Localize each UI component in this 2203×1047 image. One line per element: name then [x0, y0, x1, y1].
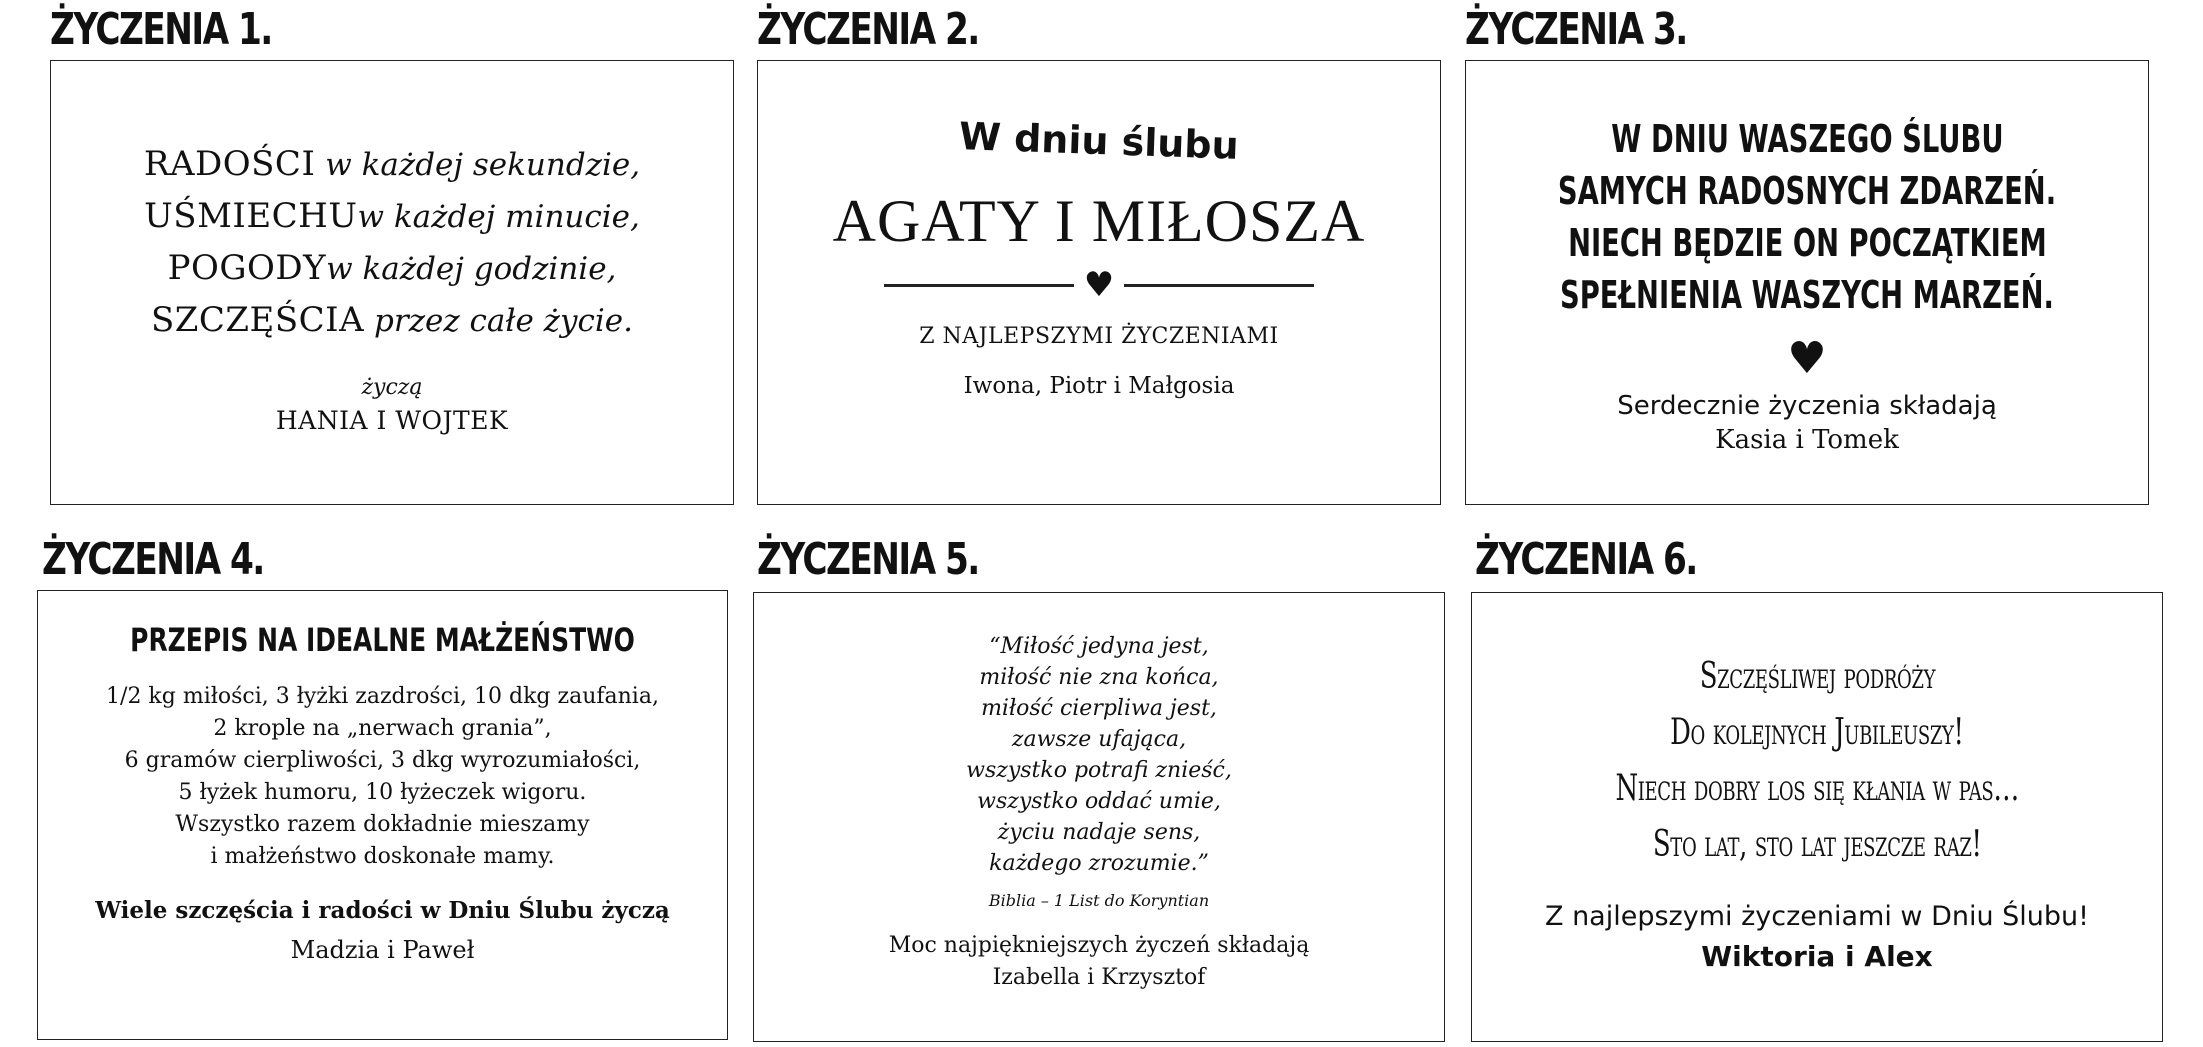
card-3-line: SAMYCH RADOSNYCH ZDARZEŃ.	[1557, 169, 2057, 213]
card-3-line: SPEŁNIENIA WASZYCH MARZEŃ.	[1560, 273, 2054, 317]
card-6-line: Niech dobry los się kłania w pas…	[1615, 768, 2019, 809]
wish-card-6	[1471, 592, 2163, 1042]
divider-rule-right	[1124, 284, 1314, 287]
card-6-signature-names: Wiktoria i Alex	[1701, 940, 1933, 973]
card-4-line: 2 krople na „nerwach grania”,	[213, 716, 552, 741]
card-5-signature-names: Izabella i Krzysztof	[992, 965, 1206, 990]
card-2-content	[758, 114, 1440, 399]
heart-icon: ♥	[1787, 333, 1827, 384]
card-5-line: wszystko oddać umie,	[977, 789, 1221, 814]
card-5-content	[754, 631, 1444, 994]
row-caps: RADOŚCI	[143, 144, 316, 184]
card-3-line: W DNIU WASZEGO ŚLUBU	[1610, 117, 2004, 161]
card-5-line: miłość nie zna końca,	[979, 665, 1219, 690]
row-caps: SZCZĘŚCIA	[151, 300, 365, 340]
card-5-line: “Miłość jedyna jest,	[989, 634, 1209, 659]
card-4-wish: Wiele szczęścia i radości w Dniu Ślubu życzą	[95, 897, 670, 924]
card-6-line: Sto lat, sto lat jeszcze raz!	[1652, 824, 1982, 865]
card-3-signature-names: Kasia i Tomek	[1715, 425, 1899, 455]
wish-card-2	[757, 60, 1441, 505]
card-4-line: 6 gramów cierpliwości, 3 dkg wyrozumiałości,	[124, 748, 641, 773]
wish-card-3	[1465, 60, 2149, 505]
row-italic: przez całe życie.	[364, 303, 633, 339]
card-2-heading: ŻYCZENIA 2.	[757, 4, 979, 55]
card-3-content	[1466, 113, 2148, 455]
card-5-line: każdego zrozumie.”	[989, 851, 1209, 876]
heart-icon: ♥	[1083, 265, 1115, 305]
wish-card-1	[50, 60, 734, 505]
card-3-line: NIECH BĘDZIE ON POCZĄTKIEM	[1567, 221, 2047, 265]
card-1-heading: ŻYCZENIA 1.	[50, 4, 272, 55]
card-1-row	[168, 245, 617, 297]
card-4-title: PRZEPIS NA IDEALNE MAŁŻEŃSTWO	[130, 621, 635, 659]
row-caps: POGODY	[167, 248, 327, 288]
card-2-signature-names: Iwona, Piotr i Małgosia	[963, 373, 1235, 399]
card-6-line: Do kolejnych Jubileuszy!	[1670, 712, 1964, 753]
card-1-signature-intro: życzą	[361, 375, 423, 400]
card-5-line: życiu nadaje sens,	[997, 820, 1201, 845]
wish-card-4	[37, 590, 728, 1040]
card-5-line: zawsze ufająca,	[1011, 727, 1187, 752]
card-4-line: Wszystko razem dokładnie mieszamy	[175, 812, 590, 837]
card-6-content	[1472, 649, 2162, 973]
card-5-line: miłość cierpliwa jest,	[981, 696, 1217, 721]
card-3-heading: ŻYCZENIA 3.	[1465, 4, 1687, 55]
card-1-signature-names: HANIA I WOJTEK	[275, 406, 509, 435]
row-italic: w każdej minucie,	[357, 199, 640, 235]
card-2-title-top: W dniu ślubu	[958, 114, 1240, 168]
card-4-line: 5 łyżek humoru, 10 łyżeczek wigoru.	[178, 780, 587, 805]
row-italic: w każdej sekundzie,	[315, 147, 641, 183]
card-4-signature-names: Madzia i Paweł	[290, 936, 475, 964]
card-4-line: 1/2 kg miłości, 3 łyżki zazdrości, 10 dkg zaufania,	[106, 684, 659, 709]
card-2-divider	[884, 265, 1314, 305]
card-5-line: wszystko potrafi znieść,	[966, 758, 1232, 783]
card-6-line: Szczęśliwej podróży	[1699, 656, 1935, 697]
card-5-quote	[966, 631, 1232, 879]
card-6-signature-intro: Z najlepszymi życzeniami w Dniu Ślubu!	[1544, 901, 2089, 932]
card-2-subtitle: Z NAJLEPSZYMI ŻYCZENIAMI	[919, 324, 1279, 349]
card-1-row	[144, 141, 640, 193]
card-3-signature-intro: Serdecznie życzenia składają	[1617, 391, 1997, 421]
card-4-content	[38, 621, 727, 964]
card-4-recipe	[106, 681, 659, 873]
card-1-row	[151, 297, 633, 349]
row-italic: w każdej godzinie,	[326, 251, 617, 287]
card-1-content	[51, 141, 733, 435]
row-caps: UŚMIECHU	[144, 196, 358, 236]
card-5-heading: ŻYCZENIA 5.	[757, 534, 979, 585]
card-2-title-main: AGATY I MIŁOSZA	[832, 188, 1366, 254]
card-5-signature-intro: Moc najpiękniejszych życzeń składają	[888, 933, 1310, 958]
wish-card-5	[753, 592, 1445, 1042]
card-4-heading: ŻYCZENIA 4.	[42, 534, 264, 585]
divider-rule-left	[884, 284, 1074, 287]
card-1-row	[144, 193, 640, 245]
card-6-heading: ŻYCZENIA 6.	[1475, 534, 1697, 585]
card-4-line: i małżeństwo doskonałe mamy.	[210, 844, 555, 869]
card-5-source: Biblia – 1 List do Koryntian	[988, 891, 1210, 910]
